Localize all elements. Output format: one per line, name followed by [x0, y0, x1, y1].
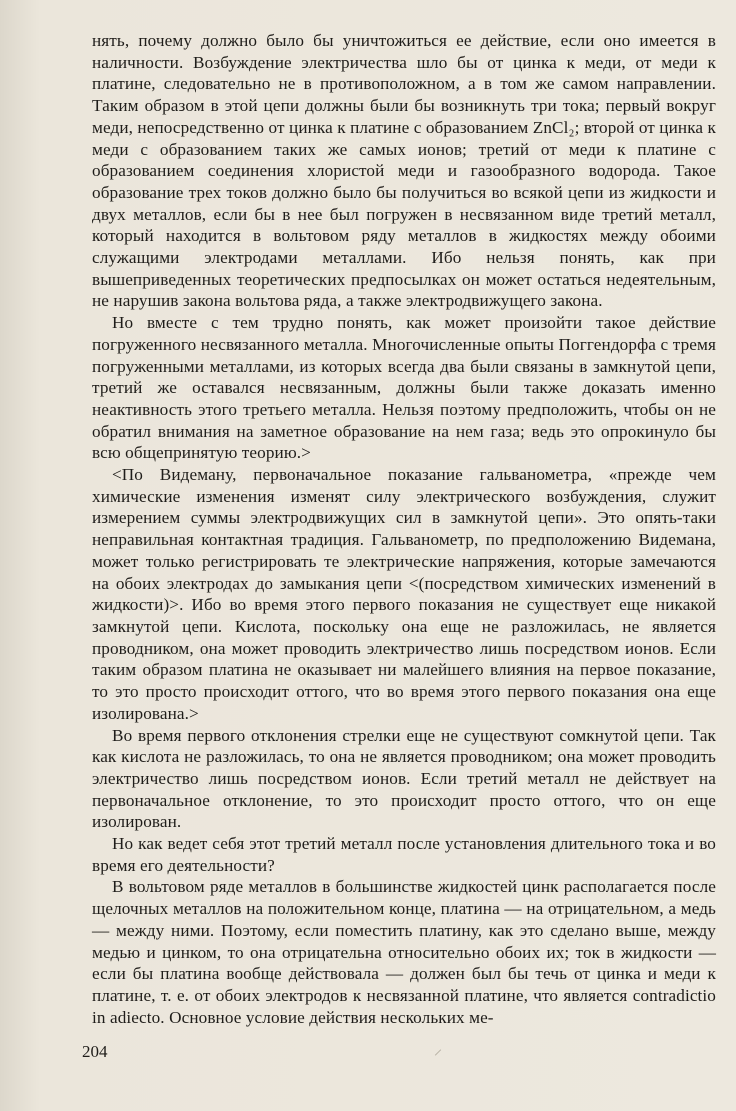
paper-mark: [435, 1049, 441, 1055]
paragraph-6: В вольтовом ряде металлов в большинстве жидкостей цинк располагается после щелочных металлов на положительном конце, платина — на отрицательном, а медь — между ними. Поэтому, если поместить платину, как это сделано выше, между медью и цинком, то она отрицательна относительно обоих их; ток в жидкости — если бы платина вообще действовала — должен был бы течь от цинка и меди к платине, т. е. от обоих электродов к несвязанной платине, что является contradictio in adiecto. Основное условие действия нескольких ме-: [92, 877, 716, 1027]
paragraph-3: <По Видеману, первоначальное показание гальванометра, «прежде чем химические изменения изменят силу электрического возбуждения, служит измерением суммы электродвижущих сил в замкнутой цепи». Это опять-таки неправильная контактная традиция. Гальванометр, по предположению Видемана, может только регистрировать те электрические напряжения, которые замечаются на обоих электродах до замыкания цепи <(посредством химических изменений в жидкости)>. Ибо во время этого первого показания не существует еще никакой замкнутой цепи. Кислота, поскольку она еще не разложилась, не является проводником, она может проводить электричество лишь посредством ионов. Если таким образом платина не оказывает ни малейшего влияния на первое показание, то это просто происходит оттого, что во время этого первого показания она еще изолирована.>: [92, 465, 716, 723]
page-number: 204: [82, 1042, 108, 1061]
page-text: [92, 30, 716, 1028]
paragraph-1: нять, почему должно было бы уничтожиться ее действие, если оно имеется в наличности. Возбуждение электричества шло бы от цинка к меди, от меди к платине, следовательно не в противоположном, а в том же самом направлении. Таким образом в этой цепи должны были бы возникнуть три тока; первый вокруг меди, непосредственно от цинка к платине с образованием ZnCl₂; второй от цинка к меди с образованием таких же самых ионов; третий от меди к платине с образованием соединения хлористой меди и газообразного водорода. Такое образование трех токов должно было бы получиться во всякой цепи из жидкости и двух металлов, если бы в нее был погружен в несвязанном виде третий металл, который находится в вольтовом ряду металлов в жидкостях между обоими служащими электродами металлами. Ибо нельзя понять, как при вышеприведенных теоретических предпосылках он может остаться недеятельным, не нарушив закона вольтова ряда, а также электродвижущего закона.: [92, 31, 716, 311]
paragraph-4: Во время первого отклонения стрелки еще не существуют сомкнутой цепи. Так как кислота не разложилась, то она не является проводником; она может проводить электричество лишь посредством ионов. Если третий металл не действует на первоначальное отклонение, то это происходит просто оттого, что он еще изолирован.: [92, 725, 716, 832]
paragraph-2: Но вместе с тем трудно понять, как может произойти такое действие погруженного несвязанного металла. Многочисленные опыты Поггендорфа с тремя погруженными металлами, из которых всегда два были связаны в замкнутой цепи, третий же оставался несвязанным, должны были также доказать именно неактивность этого третьего металла. Нельзя поэтому предположить, чтобы он не обратил внимания на заметное образование на нем газа; ведь это опрокинуло бы всю общепринятую теорию.>: [92, 313, 716, 463]
paragraph-5: Но как ведет себя этот третий металл после установления длительного тока и во время его деятельности?: [92, 834, 716, 875]
